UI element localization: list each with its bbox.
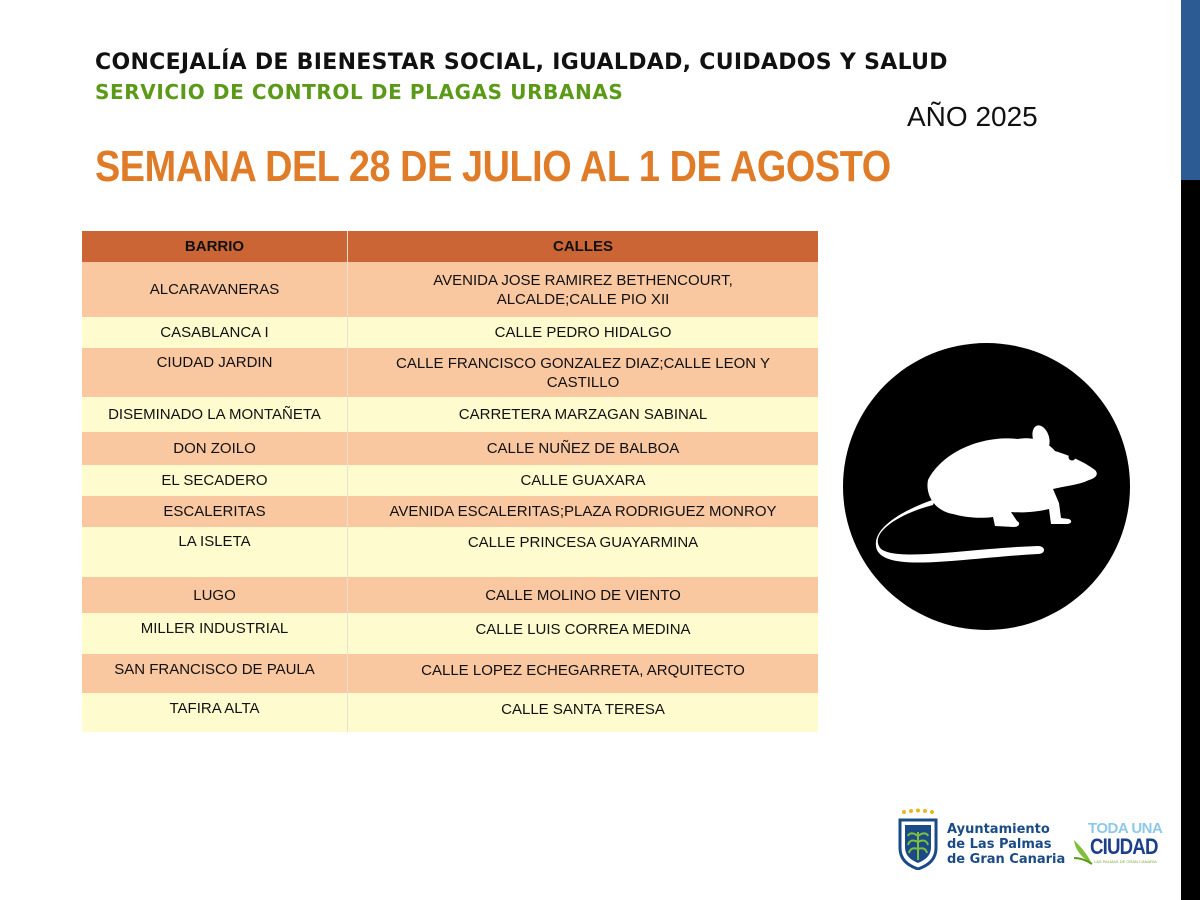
barrio-cell: DON ZOILO bbox=[82, 432, 348, 465]
table-row bbox=[82, 432, 818, 465]
coat-of-arms-icon bbox=[897, 808, 939, 870]
streets-table bbox=[82, 231, 818, 732]
table-body bbox=[82, 262, 818, 732]
calles-cell bbox=[348, 348, 819, 397]
side-accent-blue bbox=[1181, 0, 1200, 180]
barrio-cell: CASABLANCA I bbox=[82, 317, 348, 348]
calles-line: CASTILLO bbox=[546, 374, 620, 391]
barrio-cell: MILLER INDUSTRIAL bbox=[82, 613, 348, 654]
calles-cell bbox=[348, 432, 819, 465]
barrio-cell: CIUDAD JARDIN bbox=[82, 348, 348, 397]
table-row bbox=[82, 348, 818, 397]
column-header-barrio: BARRIO bbox=[82, 231, 348, 262]
calles-line: AVENIDA ESCALERITAS;PLAZA RODRIGUEZ MONROY bbox=[389, 503, 777, 520]
calles-line: CALLE PRINCESA GUAYARMINA bbox=[467, 534, 699, 551]
table-row bbox=[82, 693, 818, 732]
barrio-cell: ALCARAVANERAS bbox=[82, 262, 348, 317]
table-row bbox=[82, 527, 818, 577]
calles-line: CALLE PEDRO HIDALGO bbox=[494, 324, 672, 341]
calles-cell bbox=[348, 496, 819, 527]
ayuntamiento-logo-line: de Gran Canaria bbox=[947, 852, 1066, 867]
toda-una-ciudad-logo bbox=[1072, 820, 1162, 870]
table-header-row bbox=[82, 231, 818, 262]
calles-line: CALLE LOPEZ ECHEGARRETA, ARQUITECTO bbox=[421, 662, 745, 679]
table-row bbox=[82, 654, 818, 693]
department-title: CONCEJALÍA DE BIENESTAR SOCIAL, IGUALDAD, CUIDADOS Y SALUD bbox=[95, 50, 948, 75]
week-title: SEMANA DEL 28 DE JULIO AL 1 DE AGOSTO bbox=[95, 142, 891, 191]
rat-icon bbox=[843, 343, 1130, 630]
table-row bbox=[82, 262, 818, 317]
calles-line: CALLE NUÑEZ DE BALBOA bbox=[486, 440, 680, 457]
ciudad-logo-sub: LAS PALMAS DE GRAN CANARIA bbox=[1094, 859, 1157, 864]
calles-line: CALLE FRANCISCO GONZALEZ DIAZ;CALLE LEON Y bbox=[396, 355, 770, 372]
table-row bbox=[82, 397, 818, 432]
table-row bbox=[82, 317, 818, 348]
ayuntamiento-logo-line: Ayuntamiento bbox=[947, 822, 1050, 837]
calles-line: CALLE GUAXARA bbox=[520, 472, 646, 489]
column-header-calles: CALLES bbox=[348, 231, 819, 262]
calles-line: ALCALDE;CALLE PIO XII bbox=[496, 290, 670, 308]
table-row bbox=[82, 496, 818, 527]
calles-line: CALLE SANTA TERESA bbox=[501, 701, 665, 718]
calles-cell bbox=[348, 397, 819, 432]
calles-line: CALLE LUIS CORREA MEDINA bbox=[475, 621, 691, 638]
ayuntamiento-logo bbox=[897, 808, 1066, 872]
table-row bbox=[82, 465, 818, 496]
ayuntamiento-logo-line: de Las Palmas bbox=[947, 837, 1052, 852]
calles-line: AVENIDA JOSE RAMIREZ BETHENCOURT, bbox=[433, 271, 733, 289]
barrio-cell: LUGO bbox=[82, 577, 348, 613]
calles-line: CALLE MOLINO DE VIENTO bbox=[485, 586, 681, 604]
calles-cell bbox=[348, 527, 819, 577]
table-row bbox=[82, 577, 818, 613]
barrio-cell: DISEMINADO LA MONTAÑETA bbox=[82, 397, 348, 432]
year-label: AÑO 2025 bbox=[907, 101, 1038, 132]
calles-cell bbox=[348, 577, 819, 613]
ciudad-logo-main: CIUDAD bbox=[1090, 834, 1158, 859]
calles-cell bbox=[348, 317, 819, 348]
calles-cell bbox=[348, 262, 819, 317]
ciudad-logo-top: TODA UNA bbox=[1088, 820, 1163, 837]
calles-cell bbox=[348, 465, 819, 496]
service-title: SERVICIO DE CONTROL DE PLAGAS URBANAS bbox=[95, 80, 624, 104]
table-row bbox=[82, 613, 818, 654]
barrio-cell: LA ISLETA bbox=[82, 527, 348, 577]
side-accent-black bbox=[1181, 180, 1200, 900]
barrio-cell: TAFIRA ALTA bbox=[82, 693, 348, 732]
calles-cell bbox=[348, 654, 819, 693]
calles-cell bbox=[348, 693, 819, 732]
calles-line: CARRETERA MARZAGAN SABINAL bbox=[458, 406, 708, 423]
barrio-cell: ESCALERITAS bbox=[82, 496, 348, 527]
barrio-cell: SAN FRANCISCO DE PAULA bbox=[82, 654, 348, 693]
calles-cell bbox=[348, 613, 819, 654]
barrio-cell: EL SECADERO bbox=[82, 465, 348, 496]
